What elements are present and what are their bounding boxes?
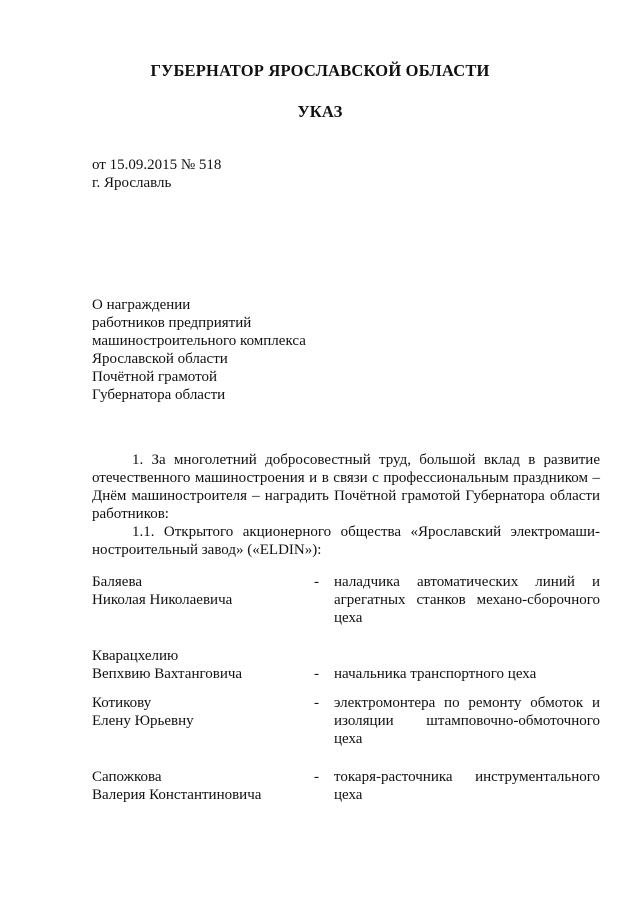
document-subject: [92, 296, 306, 404]
subject-line: О награждении: [92, 297, 191, 313]
paragraph-line: работников:: [92, 506, 169, 522]
issuer-title: ГУБЕРНАТОР ЯРОСЛАВСКОЙ ОБЛАСТИ: [150, 61, 490, 80]
paragraph-line: Днём машиностроителя – наградить Почётной грамотой Губернатора области: [92, 488, 600, 504]
position-line: цеха: [334, 731, 363, 747]
position-line: агрегатных станков механо-сборочного: [334, 592, 600, 608]
awardee-given-names: Валерия Константиновича: [92, 787, 262, 803]
awardee-surname: Сапожкова: [92, 769, 162, 785]
awardee-position: [334, 573, 600, 627]
awardee-entry: [92, 694, 600, 768]
awardee-name: [92, 768, 312, 804]
document-type: УКАЗ: [297, 102, 343, 121]
awardee-surname: Котикову: [92, 695, 152, 711]
dash-separator: -: [314, 574, 319, 590]
paragraph-line: 1.1. Открытого акционерного общества «Ярославский электромаши-: [132, 524, 600, 540]
awardee-entry: [92, 768, 600, 808]
awardee-position: [334, 665, 600, 683]
dash-separator: -: [314, 695, 319, 711]
dash-separator: -: [314, 666, 319, 682]
awardee-position: [334, 768, 600, 804]
subject-line: машиностроительного комплекса: [92, 333, 306, 349]
awardee-entry: [92, 573, 600, 647]
position-line: цеха: [334, 610, 363, 626]
position-line: начальника транспортного цеха: [334, 666, 537, 682]
awardee-entry: [92, 647, 600, 694]
position-line: электромонтера по ремонту обмоток и: [334, 695, 600, 711]
paragraph-1: [92, 451, 600, 523]
position-line: наладчика автоматических линий и: [334, 574, 600, 590]
document-meta: [92, 156, 221, 192]
date-and-number: от 15.09.2015 № 518: [92, 157, 222, 173]
awardee-surname: Баляева: [92, 574, 142, 590]
awardee-name: [92, 647, 312, 683]
subject-line: Ярославской области: [92, 351, 228, 367]
awardee-surname: Кварацхелию: [92, 648, 179, 664]
awardee-name: [92, 573, 312, 609]
position-line: цеха: [334, 787, 363, 803]
dash-separator: -: [314, 769, 319, 785]
awardee-name: [92, 694, 312, 730]
paragraph-line: 1. За многолетний добросовестный труд, большой вклад в развитие: [132, 452, 600, 468]
awardee-given-names: Елену Юрьевну: [92, 713, 194, 729]
subject-line: Губернатора области: [92, 387, 226, 403]
subject-line: работников предприятий: [92, 315, 252, 331]
paragraph-line: ностроительный завод» («ELDIN»):: [92, 542, 322, 558]
position-line: токаря-расточника инструментального: [334, 769, 600, 785]
position-line: изоляции штамповочно-обмоточного: [334, 713, 600, 729]
city: г. Ярославль: [92, 175, 172, 191]
awardee-position: [334, 694, 600, 748]
paragraph-1-1: [92, 523, 600, 559]
paragraph-line: отечественного машиностроения и в связи с профессиональным праздником –: [92, 470, 600, 486]
subject-line: Почётной грамотой: [92, 369, 217, 385]
awardee-given-names: Вепхвию Вахтанговича: [92, 666, 243, 682]
awardee-given-names: Николая Николаевича: [92, 592, 233, 608]
awardee-list: [92, 573, 600, 808]
